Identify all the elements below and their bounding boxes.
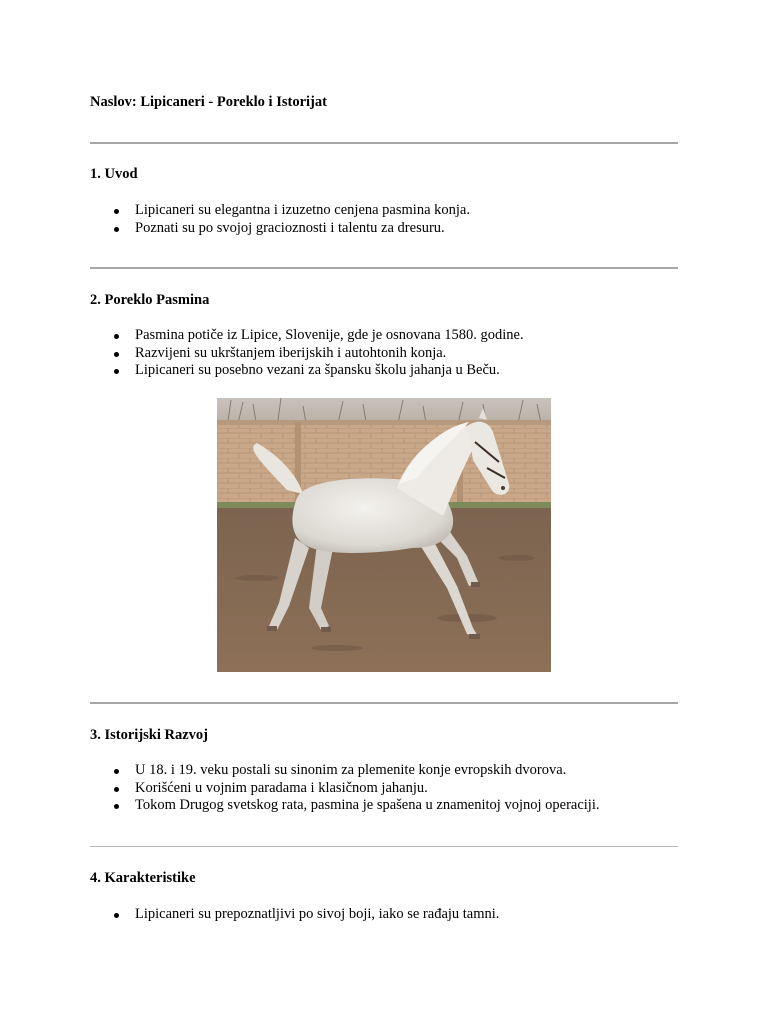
- bullet-list-poreklo: [90, 327, 678, 380]
- list-item: Razvijeni su ukrštanjem iberijskih i autohtonih konja.: [90, 345, 678, 363]
- section-heading-poreklo: 2. Poreklo Pasmina: [90, 292, 210, 308]
- horizontal-rule: [90, 846, 678, 847]
- list-item: Lipicaneri su prepoznatljivi po sivoj boji, iako se rađaju tamni.: [90, 906, 678, 924]
- list-item: Poznati su po svojoj gracioznosti i talentu za dresuru.: [90, 220, 678, 238]
- horizontal-rule: [90, 267, 678, 269]
- horse-photo: [217, 398, 551, 672]
- section-heading-istorijski-razvoj: 3. Istorijski Razvoj: [90, 727, 209, 743]
- list-item: Lipicaneri su elegantna i izuzetno cenjena pasmina konja.: [90, 202, 678, 220]
- page-title: Naslov: Lipicaneri - Poreklo i Istorijat: [90, 94, 327, 110]
- bullet-list-uvod: [90, 202, 678, 237]
- bullet-list-karakteristike: [90, 906, 678, 924]
- section-heading-uvod: 1. Uvod: [90, 166, 138, 182]
- list-item: Lipicaneri su posebno vezani za špansku školu jahanja u Beču.: [90, 362, 678, 380]
- list-item: Pasmina potiče iz Lipice, Slovenije, gde je osnovana 1580. godine.: [90, 327, 678, 345]
- horizontal-rule: [90, 702, 678, 704]
- bullet-list-istorijski-razvoj: [90, 762, 678, 815]
- horizontal-rule: [90, 142, 678, 144]
- list-item: U 18. i 19. veku postali su sinonim za plemenite konje evropskih dvorova.: [90, 762, 678, 780]
- list-item: Tokom Drugog svetskog rata, pasmina je spašena u znamenitoj vojnoj operaciji.: [90, 797, 678, 815]
- section-heading-karakteristike: 4. Karakteristike: [90, 870, 196, 886]
- list-item: Korišćeni u vojnim paradama i klasičnom jahanju.: [90, 780, 678, 798]
